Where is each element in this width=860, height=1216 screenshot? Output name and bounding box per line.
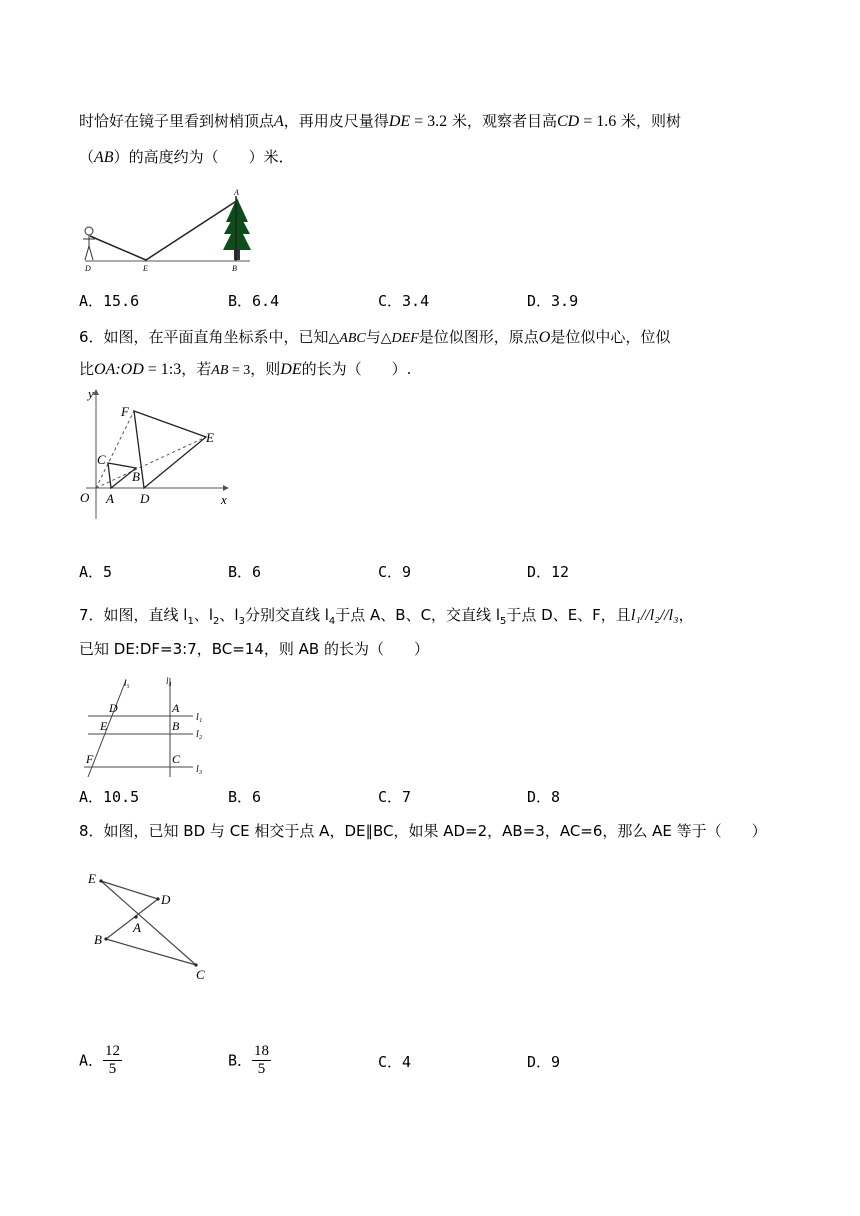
q6-label-e: E	[206, 430, 214, 445]
q7-option-b[interactable]: B．6	[228, 788, 262, 806]
q7-line-2: 已知 DE:DF=3:7，BC=14，则 AB 的长为（ ）	[79, 640, 429, 658]
q6-figure	[78, 384, 248, 524]
q5-figure	[80, 188, 260, 278]
q8-option-b-fraction: $\frac{18}{5}$	[254, 1043, 270, 1077]
q6-option-b[interactable]: B．6	[228, 563, 262, 581]
q5-option-a[interactable]: A．15.6	[79, 292, 140, 310]
q5-label-a: A	[234, 188, 239, 197]
q8-option-a[interactable]: A． $\frac{12}{5}$	[79, 1043, 121, 1077]
tree-icon	[223, 196, 251, 261]
q7-figure	[78, 672, 218, 782]
q7-label-l2: l₂	[196, 729, 203, 740]
q7-label-c: C	[172, 752, 181, 766]
q8-option-c[interactable]: C．4	[378, 1053, 412, 1071]
q7-line-1: 7．如图，直线 $l_1$、$l_2$、$l_3$分别交直线 $l_4$于点 A、B、C，交直线 $l_5$于点 D、E、F，且l₁//l₂//l₃，	[79, 606, 694, 627]
q8-label-d: D	[161, 892, 171, 907]
q6-label-d: D	[140, 491, 150, 506]
q6-label-c: C	[97, 452, 106, 467]
q8-figure	[84, 866, 224, 990]
q7-label-a: A	[172, 701, 180, 715]
q5-option-b[interactable]: B．6.4	[228, 292, 280, 310]
q7-option-a[interactable]: A．10.5	[79, 788, 140, 806]
q7-label-e: E	[100, 719, 108, 733]
q5-option-c[interactable]: C．3.4	[378, 292, 430, 310]
q6-line-2: 比OA:OD = 1:3，若AB = 3，则DE的长为（ ）.	[79, 360, 412, 378]
q8-label-a: A	[133, 920, 141, 935]
q5-label-b: B	[232, 264, 237, 273]
q8-option-b[interactable]: B． $\frac{18}{5}$	[228, 1043, 270, 1077]
q8-label-c: C	[196, 967, 205, 982]
q6-label-b: B	[132, 469, 140, 484]
q5-line-2: （AB）的高度约为（ ）米．	[79, 148, 294, 166]
q6-label-a: A	[106, 491, 114, 506]
q7-option-c[interactable]: C．7	[378, 788, 412, 806]
q7-label-f: F	[86, 752, 94, 766]
q7-label-l4: l₄	[166, 676, 172, 686]
q6-option-c[interactable]: C．9	[378, 563, 412, 581]
q7-label-l3: l₃	[196, 764, 203, 775]
q7-label-b: B	[172, 719, 180, 733]
q6-label-f: F	[121, 404, 129, 419]
q5-option-d[interactable]: D．3.9	[527, 292, 579, 310]
q6-option-d[interactable]: D．12	[527, 563, 570, 581]
q7-label-d: D	[109, 701, 118, 715]
q5-line-1: 时恰好在镜子里看到树梢顶点A，再用皮尺量得DE = 3.2 米，观察者目高CD = 1.6 米，则树	[79, 112, 681, 130]
q5-label-e: E	[143, 264, 148, 273]
q7-label-l1: l₁	[196, 712, 203, 723]
q7-option-d[interactable]: D．8	[527, 788, 561, 806]
q8-label-e: E	[88, 871, 96, 886]
q5-label-d: D	[85, 264, 91, 273]
q6-label-x: x	[221, 492, 227, 507]
q6-label-o: O	[80, 490, 90, 505]
q8-label-b: B	[94, 932, 102, 947]
q7-label-l5: l₅	[124, 678, 130, 688]
q6-option-a[interactable]: A．5	[79, 563, 113, 581]
q8-option-d[interactable]: D．9	[527, 1053, 561, 1071]
q8-option-a-fraction: $\frac{12}{5}$	[105, 1043, 121, 1077]
q6-line-1: 6．如图，在平面直角坐标系中，已知△ABC与△DEF是位似图形，原点O是位似中心，位似	[79, 328, 671, 346]
q6-label-y: y	[88, 386, 94, 401]
q8-line-1: 8．如图，已知 BD 与 CE 相交于点 A，DE∥BC，如果 AD=2，AB=3，AC=6，那么 AE 等于（ ）	[79, 822, 767, 840]
